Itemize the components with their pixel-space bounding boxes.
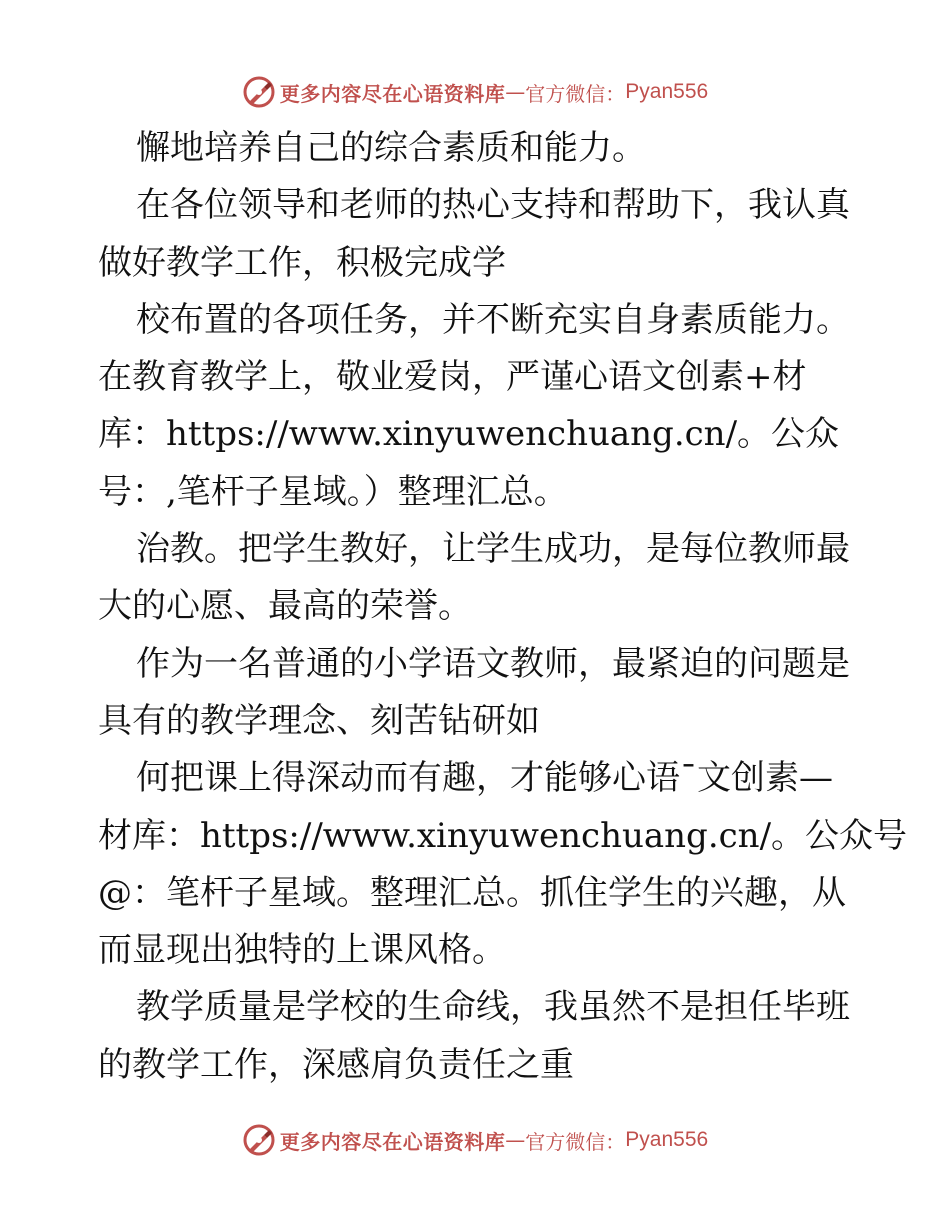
text-line: 治教。把学生教好，让学生成功，是每位教师最 <box>136 529 850 570</box>
banner-wechat-label: 官方微信： <box>525 1129 626 1154</box>
text-line: 具有的教学理念、刻苦钻研如 <box>98 700 540 741</box>
text-line: 作为一名普通的小学语文教师，最紧迫的问题是 <box>136 643 850 684</box>
text-line: 在各位领导和老师的热心支持和帮助下，我认真 <box>136 185 850 226</box>
banner-dash: — <box>505 1128 526 1152</box>
text-line: 的教学工作，深感肩负责任之重 <box>98 1044 574 1085</box>
text-line: 何把课上得深动而有趣，才能够心语¯文创素— <box>136 758 833 799</box>
pen-logo-icon <box>242 1123 276 1157</box>
banner-slogan: 更多内容尽在心语资料库 <box>279 81 506 106</box>
banner-wechat-id: Pyan556 <box>625 80 709 103</box>
text-line: 校布置的各项任务，并不断充实自身素质能力。 <box>136 299 850 340</box>
document-body <box>98 120 908 1094</box>
banner-wechat-label: 官方微信： <box>525 81 626 106</box>
text-line: 而显现出独特的上课风格。 <box>98 930 506 971</box>
text-line: 大的心愿、最高的荣誉。 <box>98 586 472 627</box>
text-line: 教学质量是学校的生命线，我虽然不是担任毕班 <box>136 987 850 1028</box>
footer-banner <box>0 1120 950 1160</box>
text-line: 在教育教学上，敬业爱岗，严谨心语文创素+材 <box>98 357 807 398</box>
banner-dash: — <box>505 80 526 104</box>
banner-wechat-id: Pyan556 <box>625 1128 709 1151</box>
text-line: @：笔杆子星域。整理汇总。抓住学生的兴趣，从 <box>98 872 846 913</box>
text-line: 做好教学工作，积极完成学 <box>98 242 506 283</box>
header-banner <box>0 72 950 112</box>
text-line: 库：https://www.xinyuwenchuang.cn/。公众 <box>98 414 840 455</box>
text-line: 号：,笔杆子星域。）整理汇总。 <box>98 471 568 512</box>
text-line: 懈地培养自己的综合素质和能力。 <box>136 128 646 168</box>
pen-logo-icon <box>242 75 276 109</box>
banner-slogan: 更多内容尽在心语资料库 <box>279 1129 506 1154</box>
text-line: 材库：https://www.xinyuwenchuang.cn/。公众号 <box>98 815 908 856</box>
